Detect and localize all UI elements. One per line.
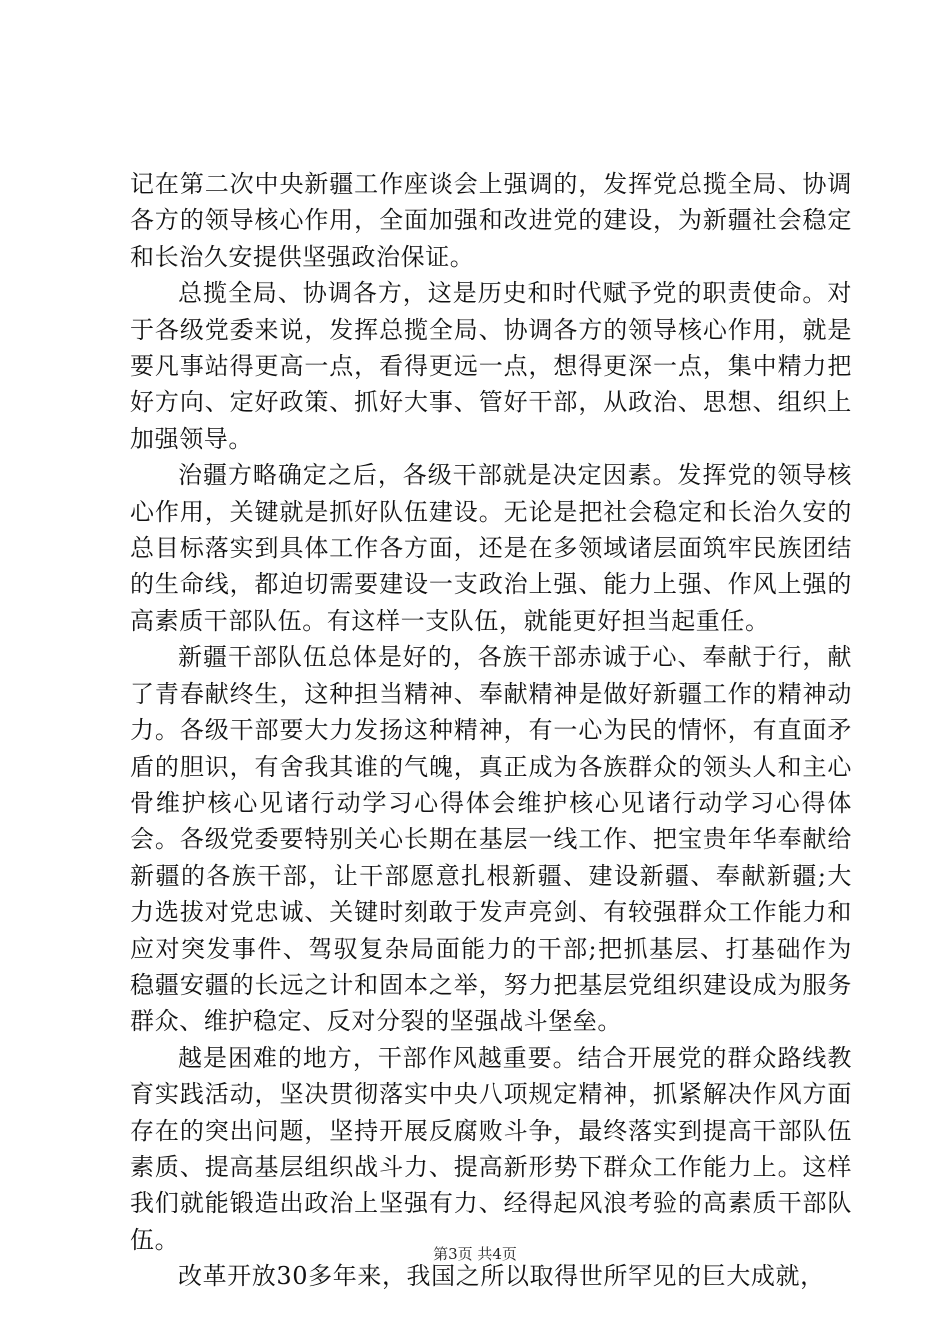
paragraph-2: 总揽全局、协调各方，这是历史和时代赋予党的职责使命。对于各级党委来说，发挥总揽全局、协调各方的领导核心作用，就是要凡事站得更高一点，看得更远一点，想得更深一点，集中精力把好方向、定好政策、抓好大事、管好干部，从政治、思想、组织上加强领导。	[130, 279, 852, 453]
page-footer: 第3页 共4页	[433, 1245, 517, 1263]
paragraph-1: 记在第二次中央新疆工作座谈会上强调的，发挥党总揽全局、协调各方的领导核心作用，全面加强和改进党的建设，为新疆社会稳定和长治久安提供坚强政治保证。	[130, 170, 852, 271]
paragraph-4: 新疆干部队伍总体是好的，各族干部赤诚于心、奉献于行，献了青春献终生，这种担当精神、奉献精神是做好新疆工作的精神动力。各级干部要大力发扬这种精神，有一心为民的情怀，有直面矛盾的胆识，有舍我其谁的气魄，真正成为各族群众的领头人和主心骨维护核心见诸行动学习心得体会维护核心见诸行动学习心得体会。各级党委要特别关心长期在基层一线工作、把宝贵年华奉献给新疆的各族干部，让干部愿意扎根新疆、建设新疆、奉献新疆;大力选拔对党忠诚、关键时刻敢于发声亮剑、有较强群众工作能力和应对突发事件、驾驭复杂局面能力的干部;把抓基层、打基础作为稳疆安疆的长远之计和固本之举，努力把基层党组织建设成为服务群众、维护稳定、反对分裂的坚强战斗堡垒。	[130, 643, 852, 1036]
paragraph-5: 越是困难的地方，干部作风越重要。结合开展党的群众路线教育实践活动，坚决贯彻落实中央八项规定精神，抓紧解决作风方面存在的突出问题，坚持开展反腐败斗争，最终落实到提高干部队伍素质、提高基层组织战斗力、提高新形势下群众工作能力上。这样我们就能锻造出政治上坚强有力、经得起风浪考验的高素质干部队伍。	[130, 1043, 852, 1254]
paragraph-6: 改革开放30多年来，我国之所以取得世所罕见的巨大成就，	[178, 1262, 825, 1291]
document-body	[130, 166, 852, 1295]
paragraph-3: 治疆方略确定之后，各级干部就是决定因素。发挥党的领导核心作用，关键就是抓好队伍建设。无论是把社会稳定和长治久安的总目标落实到具体工作各方面，还是在多领域诸层面筑牢民族团结的生命线，都迫切需要建设一支政治上强、能力上强、作风上强的高素质干部队伍。有这样一支队伍，就能更好担当起重任。	[130, 461, 852, 635]
